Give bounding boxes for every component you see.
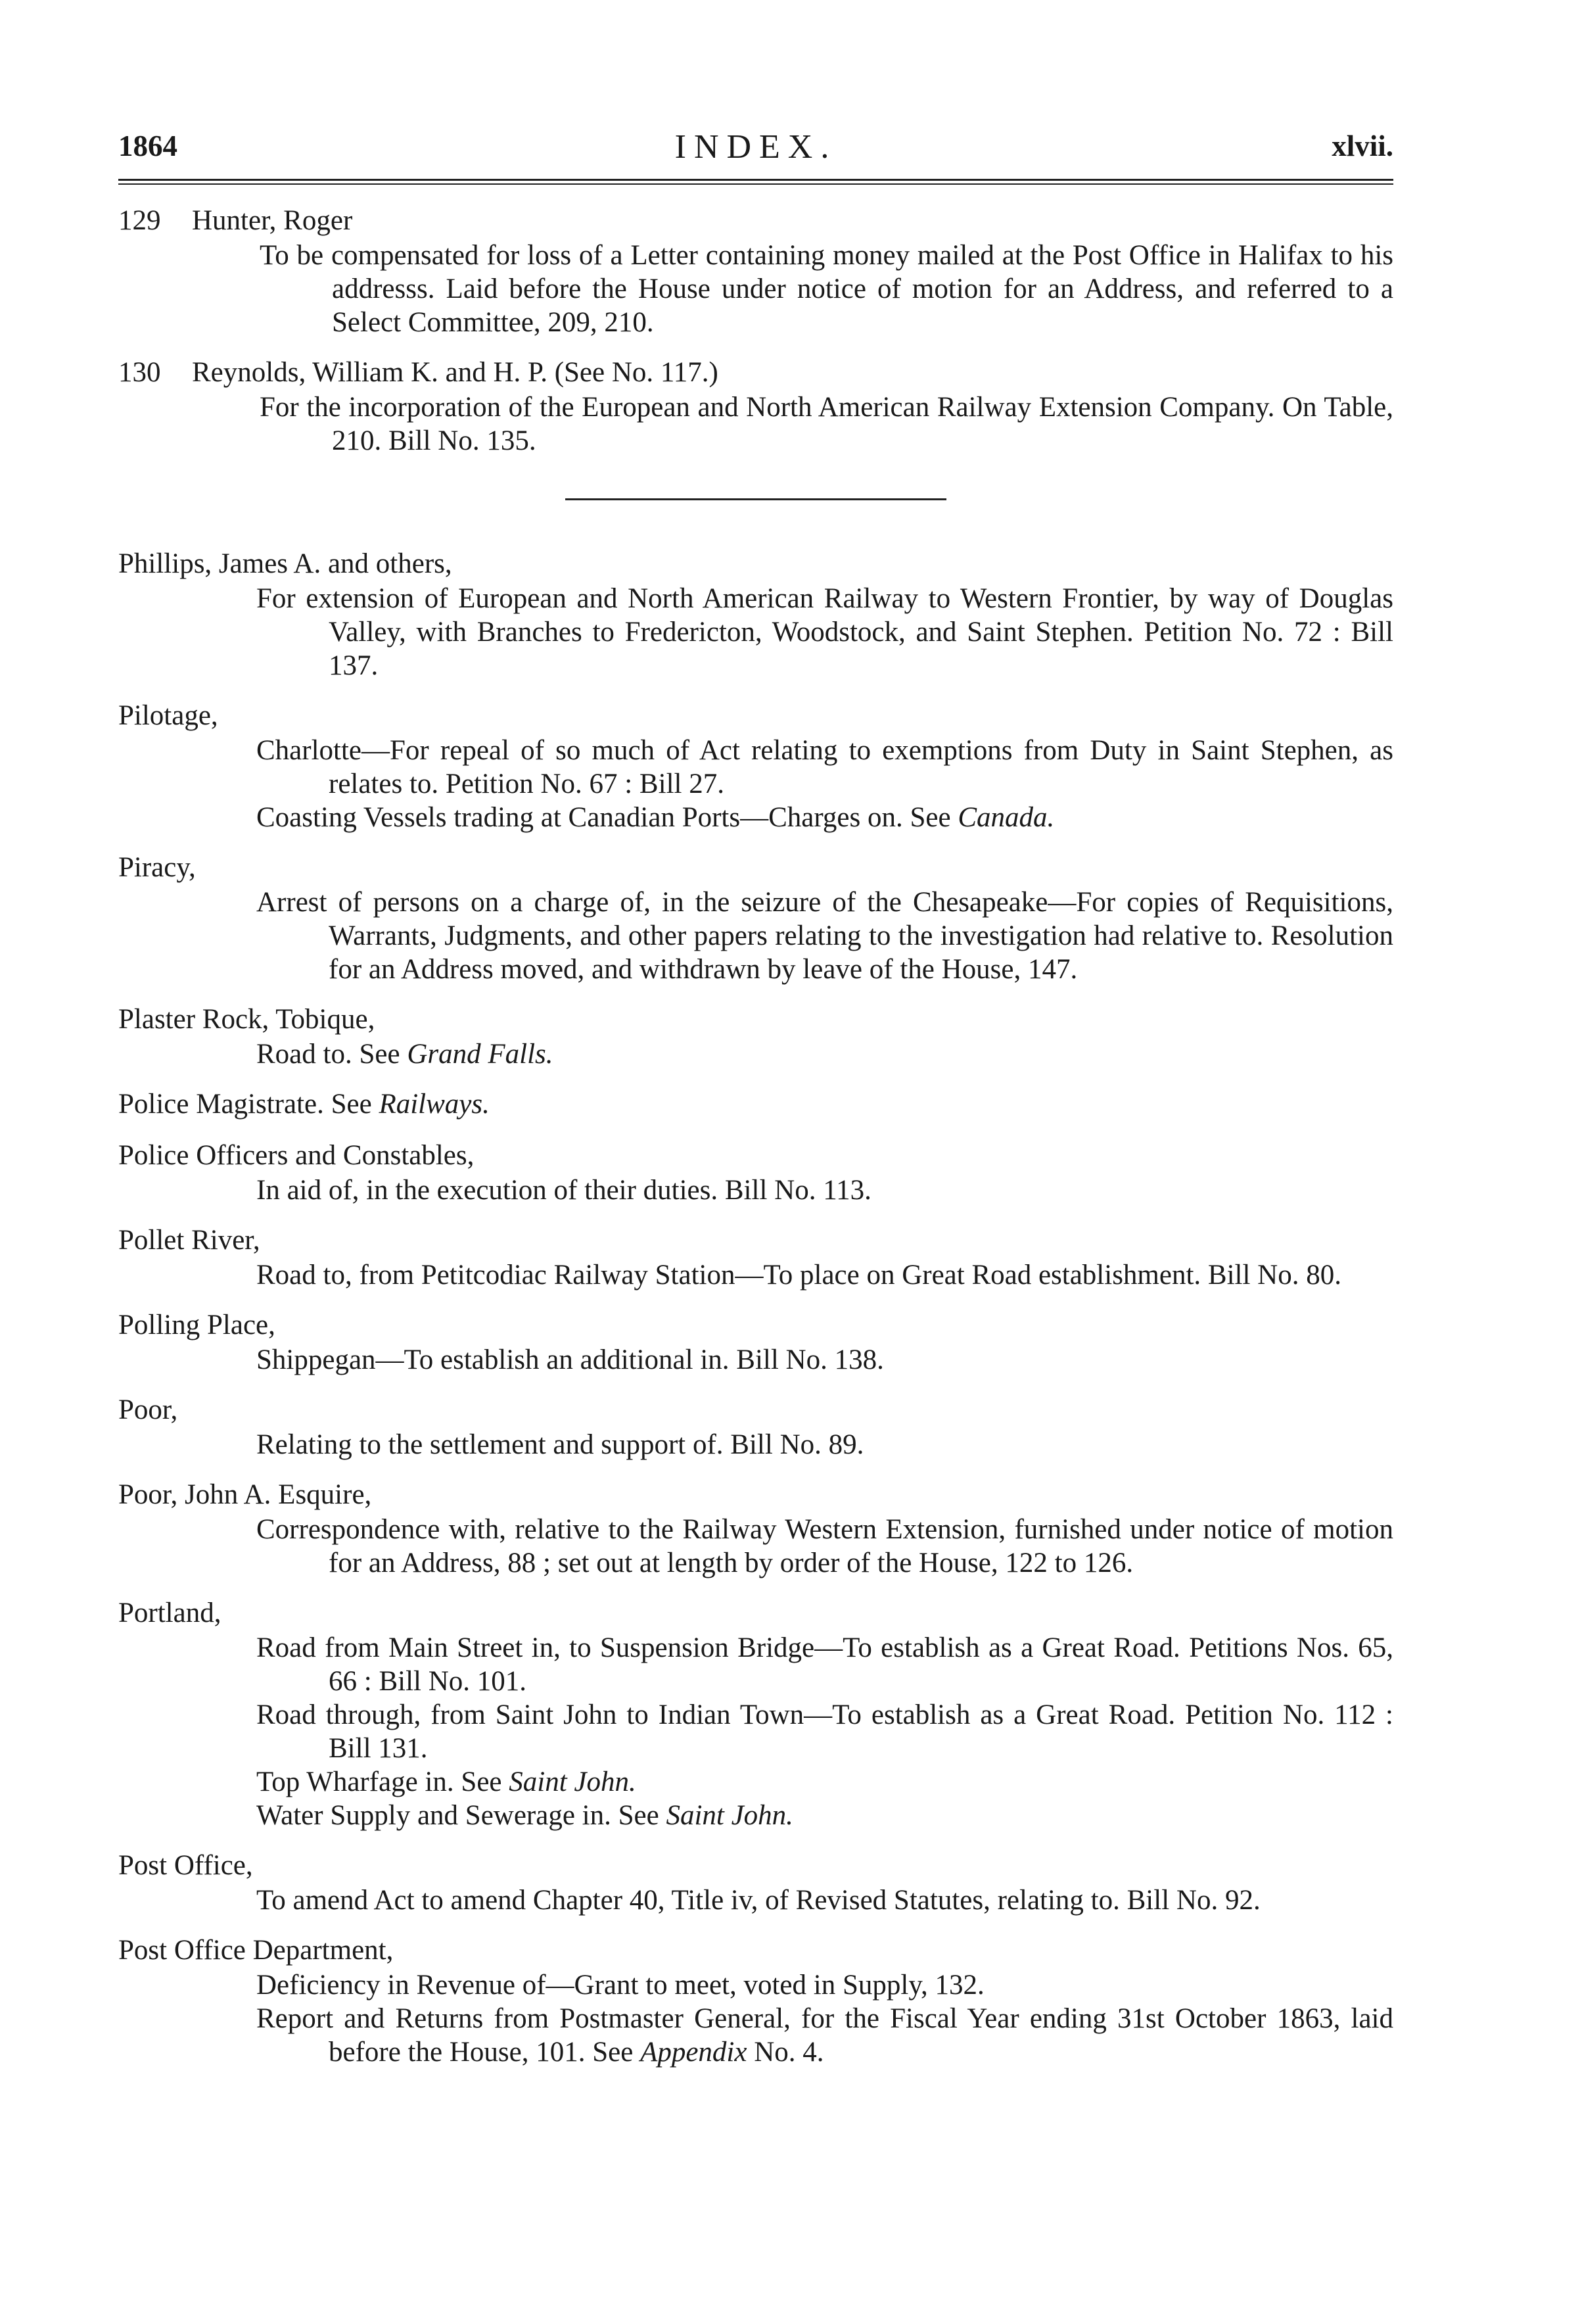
subheading-text: Coasting Vessels trading at Canadian Ports—Charges on. See	[256, 802, 958, 833]
entry-subheading	[118, 1258, 1393, 1292]
subheading-text: In aid of, in the execution of their duties. Bill No. 113.	[256, 1175, 871, 1206]
entry-heading	[118, 1848, 1393, 1884]
entry-subheading	[118, 582, 1393, 682]
entry-heading	[118, 1933, 1393, 1968]
subheading-text: Water Supply and Sewerage in. See	[256, 1800, 666, 1831]
entry-heading	[118, 1392, 1393, 1428]
subheading-text: Correspondence with, relative to the Railway Western Extension, furnished under notice of motion for an Address, 88 ; set out at length by order of the House, 122 to 126.	[256, 1514, 1393, 1578]
entry-heading	[118, 203, 1393, 239]
entry-name: Poor,	[118, 1394, 178, 1425]
entry-name: Police Magistrate. See	[118, 1089, 379, 1120]
entry-subheading	[118, 1698, 1393, 1765]
entry-subheading	[118, 1884, 1393, 1917]
subheading-text: To amend Act to amend Chapter 40, Title iv, of Revised Statutes, relating to. Bill No. 92.	[256, 1885, 1261, 1916]
subheading-text: Road to. See	[256, 1039, 407, 1070]
index-entry	[118, 1223, 1393, 1292]
index-entry	[118, 1308, 1393, 1377]
entry-name: Pollet River,	[118, 1225, 260, 1256]
subheading-text: Arrest of persons on a charge of, in the seizure of the Chesapeake—For copies of Requisitions, Warrants, Judgments, and other papers relating to the investigation had relative to. Resolution for an Address moved, and withdrawn by leave of the House, 147.	[256, 887, 1393, 985]
entry-name: Piracy,	[118, 852, 196, 883]
entry-heading	[118, 1002, 1393, 1037]
header-year: 1864	[118, 130, 177, 162]
entry-heading	[118, 1308, 1393, 1343]
header-folio: xlvii.	[1332, 130, 1393, 162]
index-entry	[118, 850, 1393, 986]
section-divider	[565, 498, 946, 500]
entry-subheading	[118, 1765, 1393, 1799]
entry-subheading	[118, 1174, 1393, 1207]
entry-name: Post Office Department,	[118, 1935, 394, 1966]
entry-subheading	[118, 1968, 1393, 2002]
entry-name: Post Office,	[118, 1850, 253, 1881]
entry-name: Portland,	[118, 1598, 221, 1628]
subheading-text: Road to, from Petitcodiac Railway Station—To place on Great Road establishment. Bill No. 80.	[256, 1260, 1341, 1291]
index-entry	[118, 1933, 1393, 2069]
subheading-text: For extension of European and North American Railway to Western Frontier, by way of Douglas Valley, with Branches to Fredericton, Woodstock, and Saint Stephen. Petition No. 72 : Bill 137.	[256, 583, 1393, 681]
cross-reference: Saint John.	[509, 1767, 636, 1797]
index-entry	[118, 355, 1393, 458]
entry-subheading	[118, 1799, 1393, 1832]
index-entry	[118, 546, 1393, 682]
entry-name: Reynolds, William K. and H. P. (See No. 117.)	[192, 357, 718, 388]
entry-number: 130	[118, 357, 161, 388]
cross-reference: Railways.	[379, 1089, 490, 1120]
entry-name: Police Officers and Constables,	[118, 1140, 475, 1171]
entry-heading	[118, 1596, 1393, 1631]
subheading-text: Shippegan—To establish an additional in. Bill No. 138.	[256, 1344, 884, 1375]
index-entry	[118, 1087, 1393, 1122]
subheading-text: To be compensated for loss of a Letter containing money mailed at the Post Office in Halifax to his addresss. Laid before the House under notice of motion for an Address, and referred to a Select Committee, 209, 210.	[260, 240, 1393, 338]
subheading-text: Report and Returns from Postmaster General, for the Fiscal Year ending 31st October 1863, laid before the House, 101. See	[256, 2003, 1393, 2068]
entry-subheading	[118, 391, 1393, 458]
subheading-text: Top Wharfage in. See	[256, 1767, 509, 1797]
subheading-text: Road through, from Saint John to Indian Town—To establish as a Great Road. Petition No. 112 : Bill 131.	[256, 1699, 1393, 1764]
entry-heading	[118, 698, 1393, 734]
entry-subheading	[118, 734, 1393, 801]
subheading-text: Road from Main Street in, to Suspension Bridge—To establish as a Great Road. Petitions Nos. 65, 66 : Bill No. 101.	[256, 1632, 1393, 1697]
entry-subheading	[118, 1631, 1393, 1698]
entry-subheading	[118, 1343, 1393, 1377]
entry-subheading	[118, 2002, 1393, 2069]
subheading-text: Charlotte—For repeal of so much of Act relating to exemptions from Duty in Saint Stephen, as relates to. Petition No. 67 : Bill 27.	[256, 735, 1393, 799]
entry-subheading	[118, 1513, 1393, 1580]
entry-heading	[118, 1223, 1393, 1258]
header-rule	[118, 179, 1393, 185]
entry-heading	[118, 355, 1393, 391]
cross-reference: Saint John.	[666, 1800, 793, 1831]
entry-subheading	[118, 886, 1393, 986]
index-entry	[118, 698, 1393, 834]
page-header	[118, 129, 1393, 175]
index-entry	[118, 1848, 1393, 1917]
cross-reference: Appendix	[640, 2037, 747, 2068]
header-title: INDEX.	[674, 128, 837, 166]
numbered-entries	[118, 203, 1393, 458]
subheading-text: Deficiency in Revenue of—Grant to meet, voted in Supply, 132.	[256, 1970, 985, 2001]
index-entry	[118, 203, 1393, 339]
cross-reference: Grand Falls.	[407, 1039, 553, 1070]
entry-heading	[118, 1087, 1393, 1122]
entry-subheading	[118, 801, 1393, 834]
index-entry	[118, 1002, 1393, 1071]
entry-name: Polling Place,	[118, 1310, 275, 1340]
entry-subheading	[118, 1037, 1393, 1071]
entry-heading	[118, 546, 1393, 582]
index-entry	[118, 1477, 1393, 1580]
alphabetical-entries	[118, 546, 1393, 2069]
cross-reference: Canada.	[958, 802, 1055, 833]
entry-name: Phillips, James A. and others,	[118, 548, 452, 579]
index-entry	[118, 1138, 1393, 1207]
entry-subheading	[118, 239, 1393, 339]
entry-subheading	[118, 1428, 1393, 1461]
subheading-text: Relating to the settlement and support of. Bill No. 89.	[256, 1429, 864, 1460]
subheading-tail: No. 4.	[747, 2037, 824, 2068]
entry-name: Plaster Rock, Tobique,	[118, 1004, 375, 1035]
entry-heading	[118, 1138, 1393, 1174]
entry-heading	[118, 850, 1393, 886]
index-page	[118, 129, 1393, 2085]
entry-name: Pilotage,	[118, 700, 218, 731]
entry-number: 129	[118, 205, 161, 236]
subheading-text: For the incorporation of the European and North American Railway Extension Company. On Table, 210. Bill No. 135.	[260, 392, 1393, 456]
entry-heading	[118, 1477, 1393, 1513]
index-entry	[118, 1596, 1393, 1832]
entry-name: Poor, John A. Esquire,	[118, 1479, 372, 1510]
entry-name: Hunter, Roger	[192, 205, 353, 236]
index-entry	[118, 1392, 1393, 1461]
